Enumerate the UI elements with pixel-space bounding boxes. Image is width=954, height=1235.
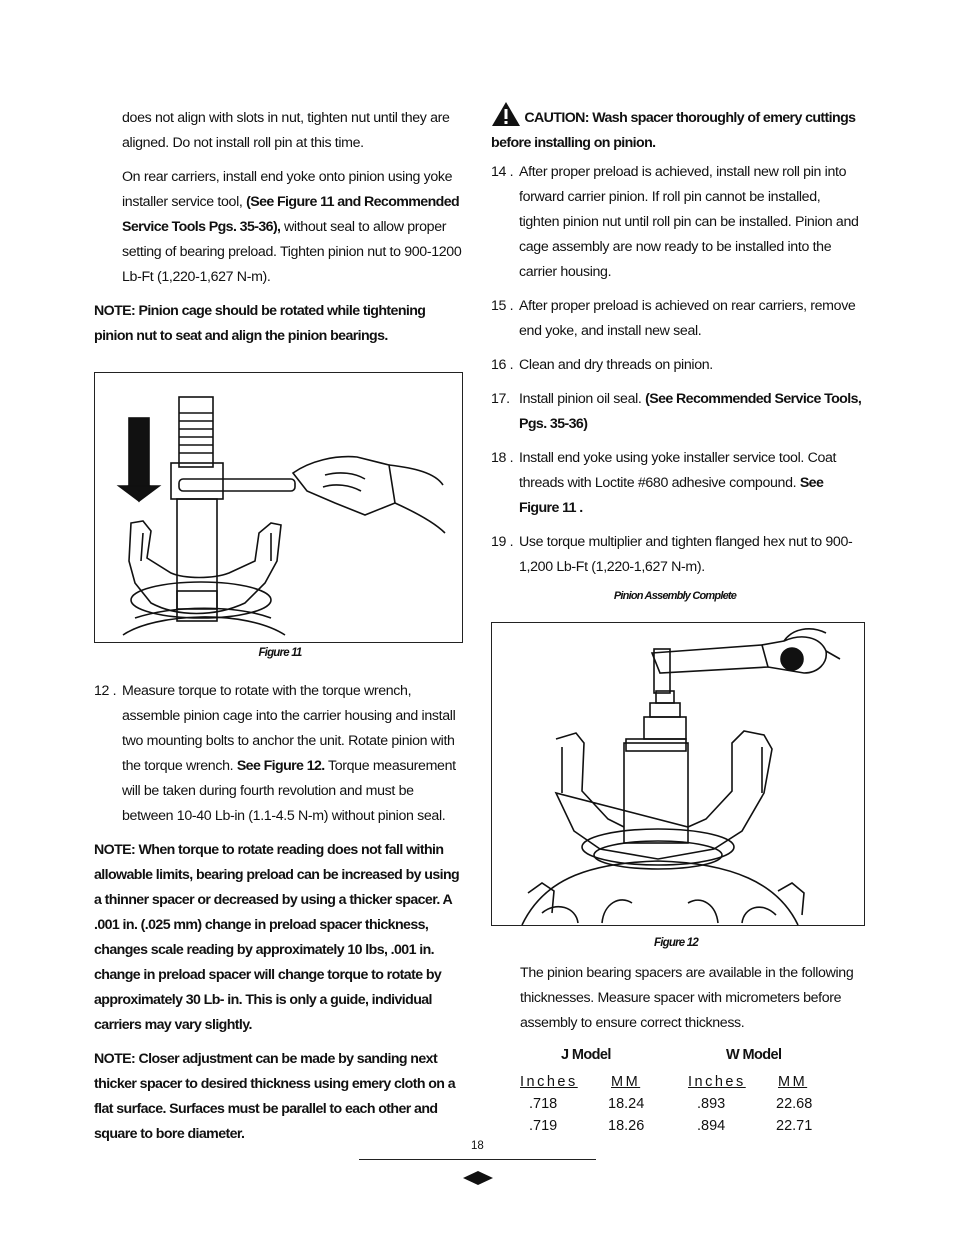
diamond-ornament-icon: [463, 1171, 493, 1185]
j-model-header: J Model: [561, 1047, 611, 1063]
j-row-1-inches: .718: [529, 1096, 558, 1112]
torque-multiplier-illustration: [492, 623, 864, 925]
spacers-paragraph: The pinion bearing spacers are available in the following thicknesses. Measure spacer with micrometers before assembly to ensure correct thickness.: [520, 965, 854, 1031]
note-closer-adjustment: NOTE: Closer adjustment can be made by sanding next thicker spacer to desired thickness using emery cloth on a flat surface. Surfaces must be parallel to each other and square to bore diameter.: [94, 1051, 456, 1142]
left-column-top: [122, 106, 466, 290]
w-inches-header: Inches: [688, 1074, 746, 1090]
paragraph-continued: does not align with slots in nut, tighten nut until they are aligned. Do not install roll pin at this time.: [122, 110, 450, 151]
page-number: 18: [471, 1140, 484, 1152]
j-row-1-mm: 18.24: [608, 1096, 645, 1112]
w-mm-header: MM: [778, 1074, 808, 1090]
figure-12-caption: Figure 12: [654, 937, 698, 949]
figure-reference: (See Figure 11 and Recommended Service Tools Pgs. 35-36),: [122, 194, 460, 235]
figure-12: [491, 622, 865, 926]
j-inches-header: Inches: [520, 1074, 578, 1090]
w-row-1-inches: .893: [697, 1096, 726, 1112]
figure-reference: See Figure 12.: [236, 758, 325, 774]
w-row-2-inches: .894: [697, 1118, 726, 1134]
footer-rule: [359, 1159, 596, 1160]
step-16: 16 . Clean and dry threads on pinion.: [491, 357, 713, 373]
j-row-2-mm: 18.26: [608, 1118, 645, 1134]
step-number: 12 .: [94, 683, 117, 699]
caution-line-1: CAUTION: Wash spacer thoroughly of emery cuttings: [524, 110, 856, 126]
step-19: 19 . Use torque multiplier and tighten flanged hex nut to 900-1,200 Lb-Ft (1,220-1,627 N-m).: [491, 534, 853, 575]
note-torque-limits: NOTE: When torque to rotate reading does not fall within allowable limits, bearing preload can be increased by using a thinner spacer or decreased by using a thicker spacer. A .001 in. (.025 mm) change in preload spacer thickness, changes scale reading by approximately 10 lbs, .001 in. change in preload spacer will change torque to rotate by approximately 30 Lb- in. This is only a guide, individual carriers may vary slightly.: [94, 842, 460, 1033]
paragraph-rear-carriers: On rear carriers, install end yoke onto pinion using yoke installer service tool, (See Figure 11 and Recommended Service Tools Pgs. 35-36), without seal to allow proper setting of bearing preload. Tighten pinion nut to 900-1200 Lb-Ft (1,220-1,627 N-m).: [122, 169, 462, 285]
caution-line-2: before installing on pinion.: [491, 135, 656, 151]
warning-triangle-icon: [491, 101, 521, 127]
pinion-assembly-caption: Pinion Assembly Complete: [613, 590, 737, 602]
note-pinion-cage: NOTE: Pinion cage should be rotated while tightening pinion nut to seat and align the pinion bearings.: [94, 303, 426, 344]
figure-11-caption: Figure 11: [258, 647, 302, 659]
w-model-header: W Model: [726, 1047, 782, 1063]
figure-11: [94, 372, 463, 643]
step-18: 18 . Install end yoke using yoke installer service tool. Coat threads with Loctite #680 adhesive compound. See Figure 11 .: [491, 450, 837, 516]
steps-14-19: [491, 160, 863, 580]
j-row-2-inches: .719: [529, 1118, 558, 1134]
pinion-yoke-install-illustration: [95, 373, 462, 642]
w-row-2-mm: 22.71: [776, 1118, 813, 1134]
caution-block: [491, 101, 863, 156]
w-row-1-mm: 22.68: [776, 1096, 813, 1112]
step-17: 17. Install pinion oil seal. (See Recommended Service Tools, Pgs. 35-36): [491, 391, 862, 432]
step-12: 12 . Measure torque to rotate with the torque wrench, assemble pinion cage into the carrier housing and install two mounting bolts to anchor the unit. Rotate pinion with the torque wrench. See Figure 12. Torque measurement will be taken during fourth revolution and must be between 10-40 Lb-in (1.1-4.5 N-m) without pinion seal.: [94, 679, 466, 829]
j-mm-header: MM: [611, 1074, 641, 1090]
step-14: 14 . After proper preload is achieved, install new roll pin into forward carrier pinion. If roll pin cannot be installed, tighten pinion nut until roll pin can be installed. Pinion and cage assembly are now ready to be installed into the carrier housing.: [491, 164, 859, 280]
step-15: 15 . After proper preload is achieved on rear carriers, remove end yoke, and install new seal.: [491, 298, 856, 339]
